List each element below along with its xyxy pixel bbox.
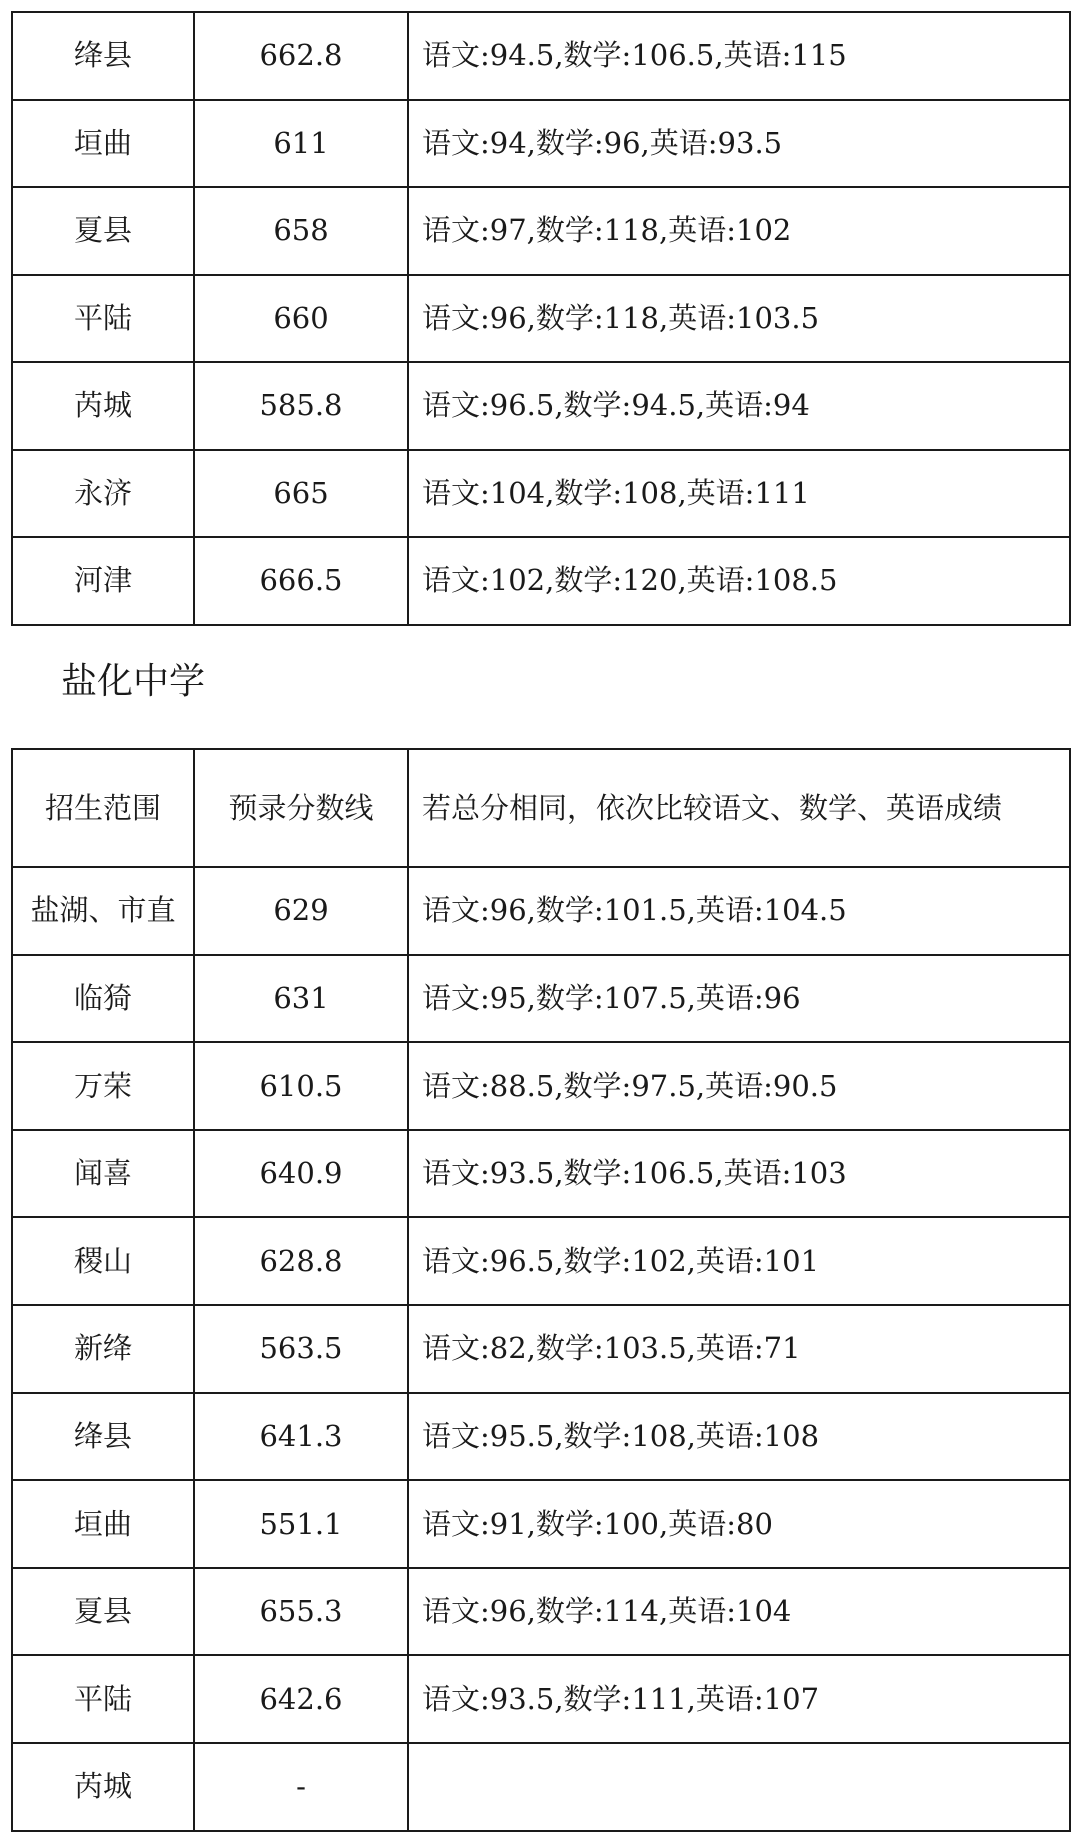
cutoff-score-cell: 642.6 — [194, 1655, 408, 1743]
table-row — [12, 275, 1070, 363]
tiebreak-scores-cell: 语文:104,数学:108,英语:111 — [408, 450, 1070, 538]
table-row — [12, 537, 1070, 625]
table-row — [12, 867, 1070, 955]
tiebreak-scores-cell: 语文:102,数学:120,英语:108.5 — [408, 537, 1070, 625]
tiebreak-scores-cell: 语文:94.5,数学:106.5,英语:115 — [408, 12, 1070, 100]
cutoff-score-cell: 658 — [194, 187, 408, 275]
cutoff-score-cell: 551.1 — [194, 1480, 408, 1568]
cutoff-score-cell: 610.5 — [194, 1042, 408, 1130]
table-header-row — [12, 749, 1070, 867]
header-region: 招生范围 — [12, 749, 194, 867]
region-cell: 夏县 — [12, 187, 194, 275]
tiebreak-scores-cell: 语文:97,数学:118,英语:102 — [408, 187, 1070, 275]
table-row — [12, 1305, 1070, 1393]
table-row — [12, 1393, 1070, 1481]
region-cell: 平陆 — [12, 275, 194, 363]
cutoff-score-cell: 666.5 — [194, 537, 408, 625]
region-cell: 芮城 — [12, 362, 194, 450]
tiebreak-scores-cell: 语文:94,数学:96,英语:93.5 — [408, 100, 1070, 188]
tiebreak-scores-cell: 语文:96.5,数学:94.5,英语:94 — [408, 362, 1070, 450]
cutoff-score-cell: 631 — [194, 955, 408, 1043]
region-cell: 绛县 — [12, 1393, 194, 1481]
cutoff-score-cell: 660 — [194, 275, 408, 363]
table-row — [12, 450, 1070, 538]
region-cell: 临猗 — [12, 955, 194, 1043]
region-cell: 稷山 — [12, 1217, 194, 1305]
cutoff-score-cell: 640.9 — [194, 1130, 408, 1218]
region-cell: 永济 — [12, 450, 194, 538]
tiebreak-scores-cell: 语文:91,数学:100,英语:80 — [408, 1480, 1070, 1568]
tiebreak-scores-cell: 语文:88.5,数学:97.5,英语:90.5 — [408, 1042, 1070, 1130]
tiebreak-scores-cell — [408, 1743, 1070, 1831]
cutoff-score-cell: - — [194, 1743, 408, 1831]
region-cell: 平陆 — [12, 1655, 194, 1743]
region-cell: 万荣 — [12, 1042, 194, 1130]
region-cell: 河津 — [12, 537, 194, 625]
tiebreak-scores-cell: 语文:96,数学:118,英语:103.5 — [408, 275, 1070, 363]
tiebreak-scores-cell: 语文:82,数学:103.5,英语:71 — [408, 1305, 1070, 1393]
cutoff-score-cell: 628.8 — [194, 1217, 408, 1305]
table-row — [12, 1743, 1070, 1831]
school-section-title: 盐化中学 — [61, 661, 206, 702]
table-row — [12, 362, 1070, 450]
table-row — [12, 1042, 1070, 1130]
table-row — [12, 955, 1070, 1043]
tiebreak-scores-cell: 语文:96,数学:101.5,英语:104.5 — [408, 867, 1070, 955]
table-row — [12, 1655, 1070, 1743]
table-row — [12, 1568, 1070, 1656]
cutoff-score-cell: 585.8 — [194, 362, 408, 450]
region-cell: 垣曲 — [12, 100, 194, 188]
header-tiebreak: 若总分相同，依次比较语文、数学、英语成绩 — [408, 749, 1070, 867]
header-cutoff: 预录分数线 — [194, 749, 408, 867]
table-row — [12, 100, 1070, 188]
region-cell: 芮城 — [12, 1743, 194, 1831]
cutoff-score-cell: 611 — [194, 100, 408, 188]
cutoff-score-cell: 665 — [194, 450, 408, 538]
score-table-yanhua — [11, 748, 1071, 1832]
region-cell: 盐湖、市直 — [12, 867, 194, 955]
tiebreak-scores-cell: 语文:96.5,数学:102,英语:101 — [408, 1217, 1070, 1305]
table-row — [12, 1130, 1070, 1218]
table-row — [12, 1480, 1070, 1568]
cutoff-score-cell: 629 — [194, 867, 408, 955]
cutoff-score-cell: 655.3 — [194, 1568, 408, 1656]
tiebreak-scores-cell: 语文:93.5,数学:106.5,英语:103 — [408, 1130, 1070, 1218]
region-cell: 新绛 — [12, 1305, 194, 1393]
table-row — [12, 12, 1070, 100]
region-cell: 闻喜 — [12, 1130, 194, 1218]
table-row — [12, 187, 1070, 275]
table-row — [12, 1217, 1070, 1305]
tiebreak-scores-cell: 语文:95.5,数学:108,英语:108 — [408, 1393, 1070, 1481]
score-table-continued — [11, 11, 1071, 626]
tiebreak-scores-cell: 语文:96,数学:114,英语:104 — [408, 1568, 1070, 1656]
tiebreak-scores-cell: 语文:93.5,数学:111,英语:107 — [408, 1655, 1070, 1743]
tiebreak-scores-cell: 语文:95,数学:107.5,英语:96 — [408, 955, 1070, 1043]
region-cell: 夏县 — [12, 1568, 194, 1656]
cutoff-score-cell: 563.5 — [194, 1305, 408, 1393]
region-cell: 垣曲 — [12, 1480, 194, 1568]
cutoff-score-cell: 662.8 — [194, 12, 408, 100]
cutoff-score-cell: 641.3 — [194, 1393, 408, 1481]
region-cell: 绛县 — [12, 12, 194, 100]
